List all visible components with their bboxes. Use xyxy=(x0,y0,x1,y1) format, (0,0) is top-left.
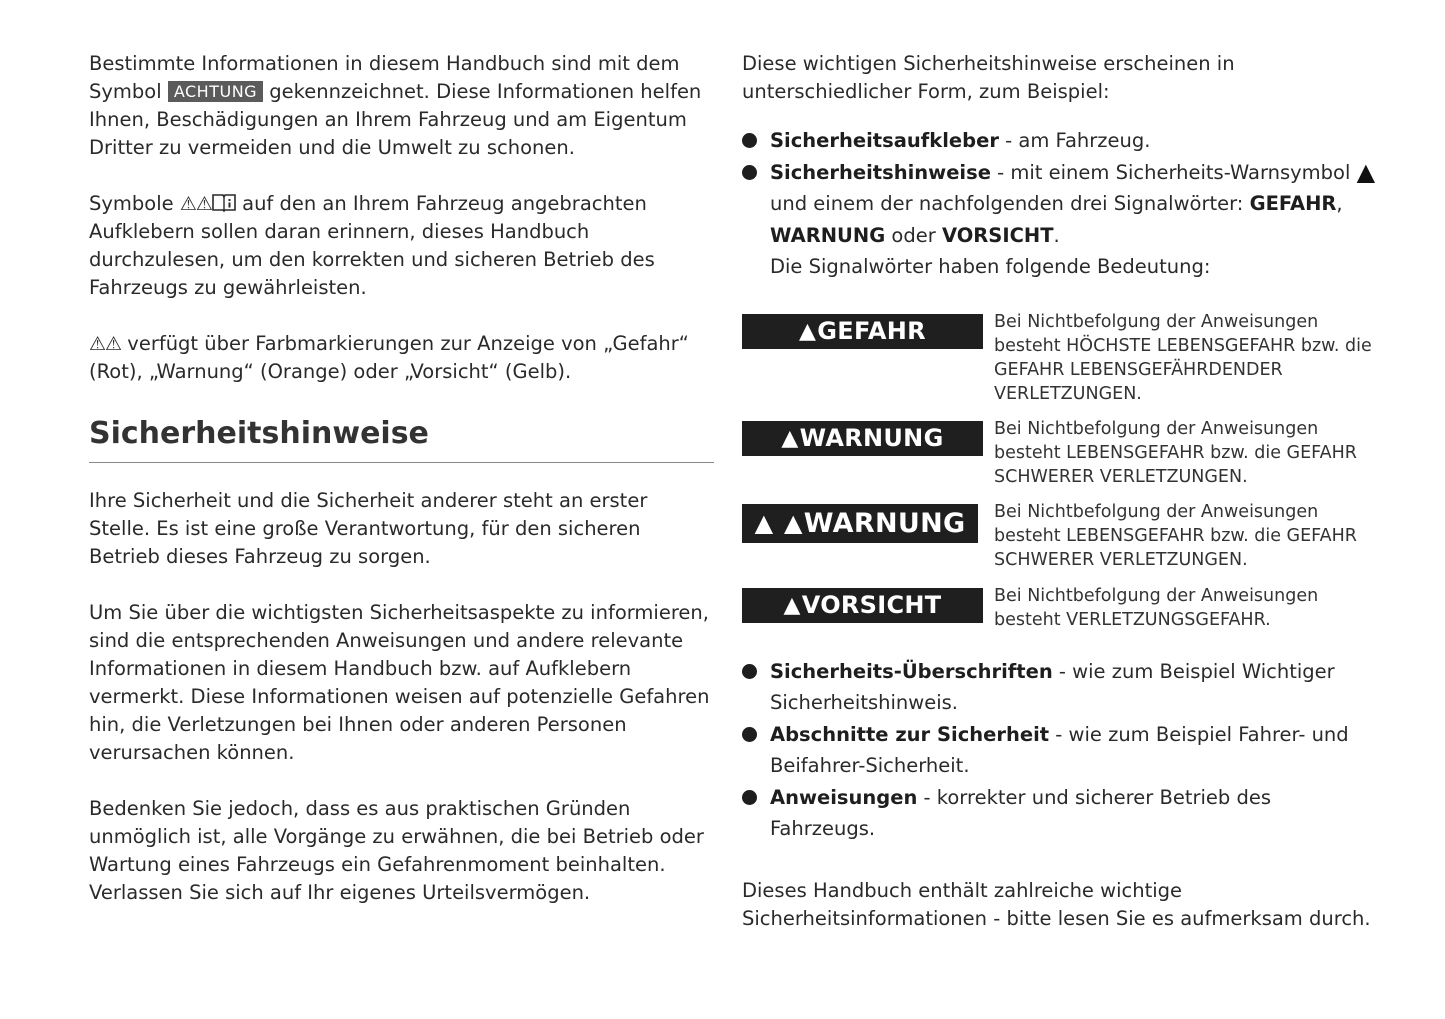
warning-triangle-icon: ▲ xyxy=(754,509,774,537)
bullet-list-top xyxy=(742,125,1382,283)
warning-triangle-icon: ▲ xyxy=(1356,157,1376,186)
left-column xyxy=(89,50,714,935)
bullet-icon xyxy=(742,727,757,742)
signal-double-warnung xyxy=(742,501,1382,572)
warning-triangle-icon: ▲ xyxy=(799,318,817,344)
bullet-list-bottom xyxy=(742,656,1382,845)
signal-badge-warnung: ▲ WARNUNG xyxy=(742,421,983,456)
list-item: Sicherheitsaufkleber - am Fahrzeug. xyxy=(742,125,1382,157)
signal-badge-double-warnung: ▲ ▲ WARNUNG xyxy=(742,504,978,543)
warning-triangle-icon: ▲ xyxy=(784,509,803,537)
list-item: Abschnitte zur Sicherheit - wie zum Beispiel Fahrer- und Beifahrer-Sicherheit. xyxy=(742,719,1382,782)
warning-triangle-icon: ▲ xyxy=(781,425,799,451)
right-column xyxy=(742,50,1382,933)
signal-description: Bei Nichtbefolgung der Anweisungen besteht LEBENSGEFAHR bzw. die GEFAHR SCHWERER VERLETZUNGEN. xyxy=(994,501,1357,570)
bullet-icon xyxy=(742,133,757,148)
list-item: Sicherheitshinweise - mit einem Sicherheits-Warnsymbol ▲ und einem der nachfolgenden drei Signalwörter: GEFAHR, WARNUNG oder VORSICHT. Die Signalwörter haben folgende Bedeutung: xyxy=(742,157,1382,283)
safety-first-paragraph: Ihre Sicherheit und die Sicherheit anderer steht an erster Stelle. Es ist eine große Verantwortung, für den sicheren Betrieb dieses Fahrzeug zu sorgen. xyxy=(89,489,648,568)
closing-paragraph: Dieses Handbuch enthält zahlreiche wichtige Sicherheitsinformationen - bitte lesen Sie es aufmerksam durch. xyxy=(742,878,1371,930)
list-item: Sicherheits-Überschriften - wie zum Beispiel Wichtiger Sicherheitshinweis. xyxy=(742,656,1382,719)
signal-description: Bei Nichtbefolgung der Anweisungen besteht LEBENSGEFAHR bzw. die GEFAHR SCHWERER VERLETZUNGEN. xyxy=(994,418,1357,487)
bullet-icon xyxy=(742,790,757,805)
signal-badge-vorsicht: ▲ VORSICHT xyxy=(742,588,983,623)
signal-vorsicht xyxy=(742,585,1382,632)
list-item: Anweisungen - korrekter und sicherer Betrieb des Fahrzeugs. xyxy=(742,782,1382,845)
judgement-paragraph: Bedenken Sie jedoch, dass es aus praktischen Gründen unmöglich ist, alle Vorgänge zu erwähnen, die bei Betrieb oder Wartung eines Fahrzeugs ein Gefahrenmoment beinhalten. Verlassen Sie sich auf Ihr eigenes Urteilsvermögen. xyxy=(89,797,704,904)
section-heading: Sicherheitshinweise xyxy=(89,414,714,463)
warning-triangle-outline-icon: ⚠⚠ xyxy=(89,333,122,355)
warning-triangle-icon: ▲ xyxy=(783,592,801,618)
color-marking-paragraph: ⚠⚠ verfügt über Farbmarkierungen zur Anzeige von „Gefahr“ (Rot), „Warnung“ (Orange) oder „Vorsicht“ (Gelb). xyxy=(89,332,689,383)
symbols-paragraph: Symbole ⚠⚠ auf den an Ihrem Fahrzeug angebrachten Aufklebern sollen daran erinnern, dieses Handbuch durchzulesen, um den korrekten und sicheren Betrieb des Fahrzeugs zu gewährleisten. xyxy=(89,192,655,299)
bullet-icon xyxy=(742,664,757,679)
warning-triangle-outline-icon: ⚠⚠ xyxy=(179,193,212,215)
signal-warnung xyxy=(742,418,1382,489)
intro-paragraph: Diese wichtigen Sicherheitshinweise erscheinen in unterschiedlicher Form, zum Beispiel: xyxy=(742,52,1235,103)
safety-info-paragraph: Um Sie über die wichtigsten Sicherheitsaspekte zu informieren, sind die entsprechenden Anweisungen und andere relevante Informationen in diesem Handbuch bzw. auf Aufklebern vermerkt. Diese Informationen weisen auf potenzielle Gefahren hin, die Verletzungen bei Ihnen oder anderen Personen verursachen können. xyxy=(89,601,710,764)
signal-gefahr xyxy=(742,311,1382,406)
achtung-badge: ACHTUNG xyxy=(168,81,263,102)
signal-description: Bei Nichtbefolgung der Anweisungen besteht HÖCHSTE LEBENSGEFAHR bzw. die GEFAHR LEBENSGEFÄHRDENDER VERLETZUNGEN. xyxy=(994,311,1372,404)
signal-description: Bei Nichtbefolgung der Anweisungen besteht VERLETZUNGSGEFAHR. xyxy=(994,585,1319,630)
signal-badge-gefahr: ▲ GEFAHR xyxy=(742,314,983,349)
manual-book-icon xyxy=(212,193,236,212)
bullet-icon xyxy=(742,165,757,180)
achtung-paragraph: Bestimmte Informationen in diesem Handbuch sind mit dem Symbol ACHTUNG gekennzeichnet. Diese Informationen helfen Ihnen, Beschädigungen an Ihrem Fahrzeug und am Eigentum Dritter zu vermeiden und die Umwelt zu schonen. xyxy=(89,52,702,159)
